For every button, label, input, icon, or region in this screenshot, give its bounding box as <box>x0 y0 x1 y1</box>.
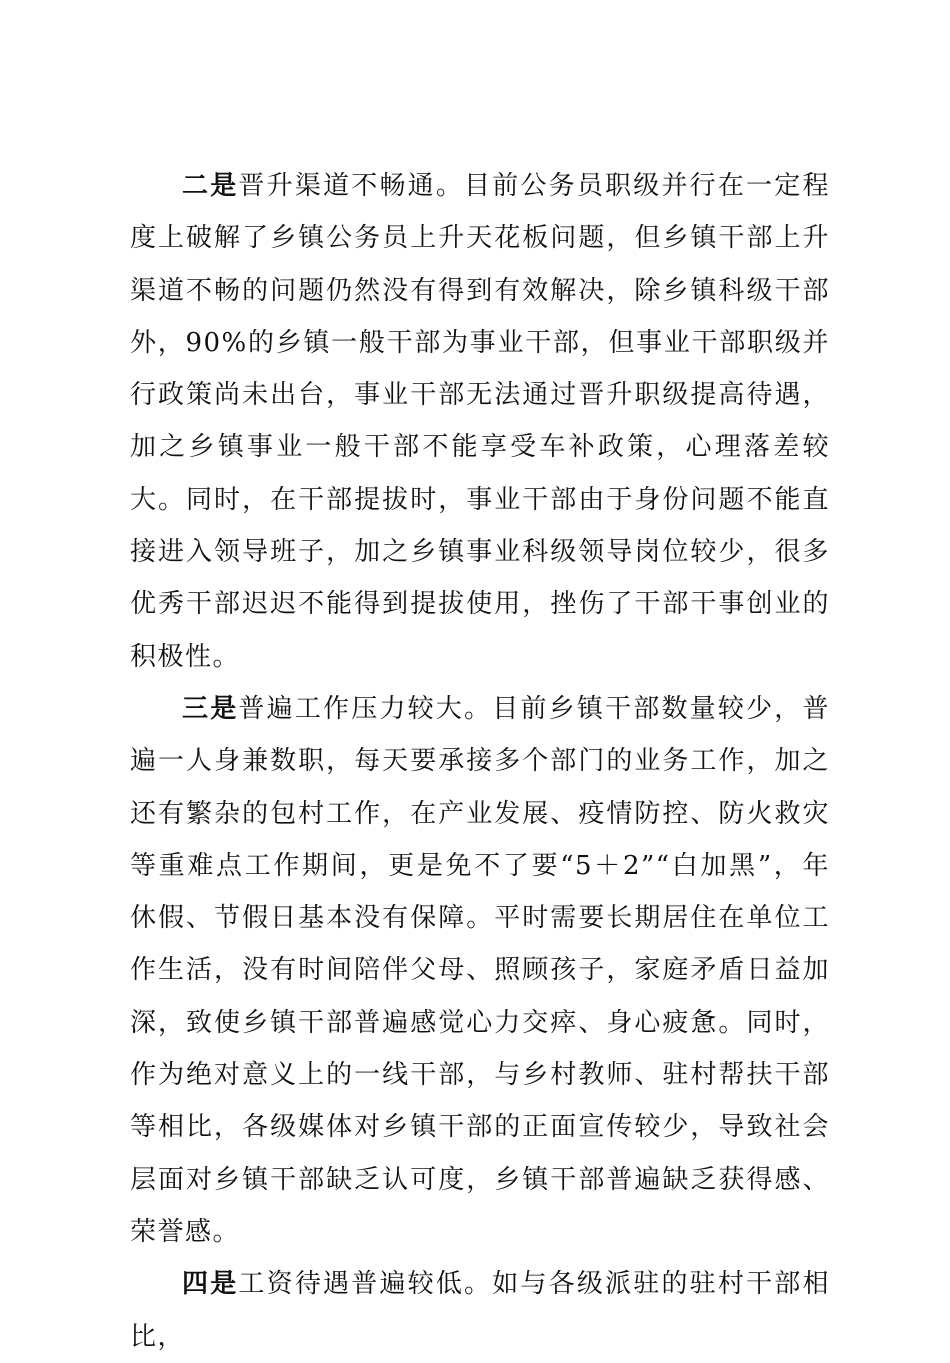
paragraph-4 <box>130 1258 830 1363</box>
paragraph-text: 工资待遇普遍较低。如与各级派驻的驻村干部相比， <box>130 1269 830 1352</box>
document-body <box>130 160 830 1363</box>
paragraph-3 <box>130 683 830 1258</box>
paragraph-text: 晋升渠道不畅通。目前公务员职级并行在一定程度上破解了乡镇公务员上升天花板问题，但乡镇干部上升渠道不畅的问题仍然没有得到有效解决，除乡镇科级干部外，90%的乡镇一般干部为事业干部，但事业干部职级并行政策尚未出台，事业干部无法通过晋升职级提高待遇，加之乡镇事业一般干部不能享受车补政策，心理落差较大。同时，在干部提拔时，事业干部由于身份问题不能直接进入领导班子，加之乡镇事业科级领导岗位较少，很多优秀干部迟迟不能得到提拔使用，挫伤了干部干事创业的积极性。 <box>130 171 830 672</box>
paragraph-lead: 四是 <box>182 1269 239 1300</box>
paragraph-2 <box>130 160 830 683</box>
paragraph-lead: 二是 <box>182 171 239 201</box>
paragraph-lead: 三是 <box>182 693 239 724</box>
paragraph-text: 普遍工作压力较大。目前乡镇干部数量较少，普遍一人身兼数职，每天要承接多个部门的业务工作，加之还有繁杂的包村工作，在产业发展、疫情防控、防火救灾等重难点工作期间，更是免不了要“5＋2”“白加黑”，年休假、节假日基本没有保障。平时需要长期居住在单位工作生活，没有时间陪伴父母、照顾孩子，家庭矛盾日益加深，致使乡镇干部普遍感觉心力交瘁、身心疲惫。同时，作为绝对意义上的一线干部，与乡村教师、驻村帮扶干部等相比，各级媒体对乡镇干部的正面宣传较少，导致社会层面对乡镇干部缺乏认可度，乡镇干部普遍缺乏获得感、荣誉感。 <box>130 693 830 1247</box>
